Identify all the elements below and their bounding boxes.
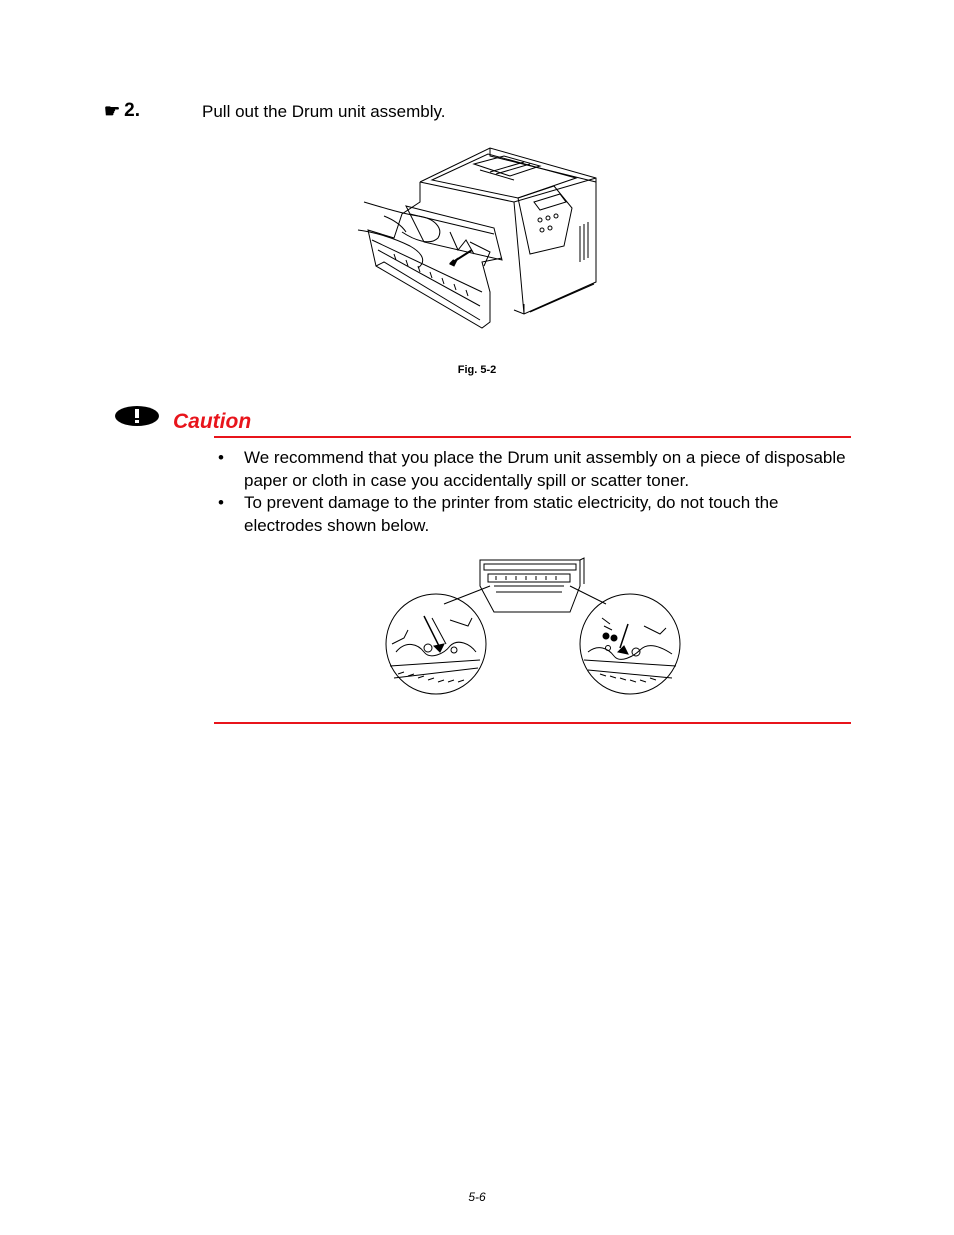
exclamation-oval-icon xyxy=(114,405,160,427)
bullet-text: To prevent damage to the printer from static electricity, do not touch the electrodes shown below. xyxy=(244,493,779,535)
pointing-hand-icon: ☛ xyxy=(104,101,121,121)
step-instruction: Pull out the Drum unit assembly. xyxy=(202,102,446,121)
step-number: 2. xyxy=(124,100,140,121)
printer-drum-illustration xyxy=(354,142,600,338)
electrodes-illustration xyxy=(384,556,684,698)
page-number: 5-6 xyxy=(468,1190,486,1204)
caution-title: Caution xyxy=(173,410,252,433)
caution-bottom-rule xyxy=(214,722,851,724)
bullet-text: We recommend that you place the Drum unit assembly on a piece of disposable paper or cloth in case you accidentally spill or scatter toner. xyxy=(244,448,846,490)
bullet-icon: • xyxy=(218,448,224,467)
list-item xyxy=(214,492,854,537)
step-marker xyxy=(104,100,140,122)
bullet-icon: • xyxy=(218,493,224,512)
caution-bullet-list xyxy=(214,447,854,537)
caution-top-rule xyxy=(214,436,851,438)
list-item xyxy=(214,447,854,492)
figure-caption: Fig. 5-2 xyxy=(457,364,497,376)
